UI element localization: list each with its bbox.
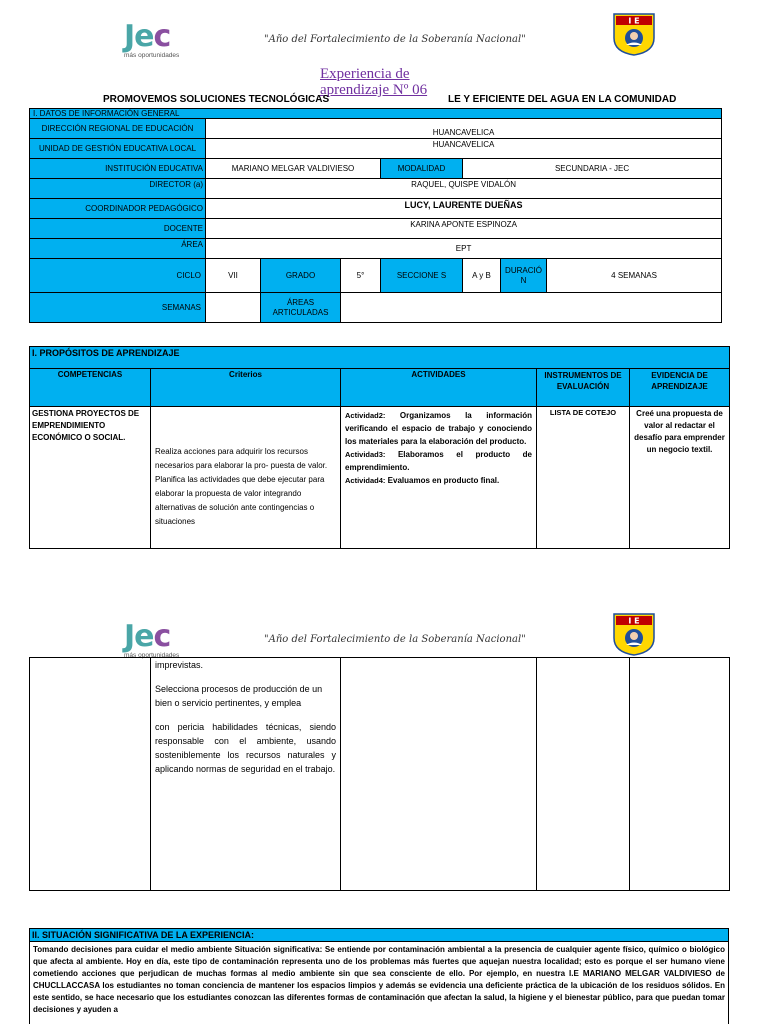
teacher-value: KARINA APONTE ESPINOZA	[206, 219, 722, 239]
logo-subtitle: más oportunidades	[124, 52, 180, 59]
cycle-value: VII	[206, 259, 261, 293]
director-label: DIRECTOR (a)	[30, 179, 206, 199]
project-title-right: LE Y EFICIENTE DEL AGUA EN LA COMUNIDAD	[448, 94, 677, 105]
coordinator-label: COORDINADOR PEDAGÓGICO	[30, 199, 206, 219]
purposes-section-title: I. PROPÓSITOS DE APRENDIZAJE	[30, 347, 730, 369]
evidence-cont-cell	[630, 658, 730, 891]
cycle-label: CICLO	[30, 259, 206, 293]
activity-4-label: Actividad4:	[345, 476, 386, 485]
institution-label: INSTITUCIÓN EDUCATIVA	[30, 159, 206, 179]
coordinator-value: LUCY, LAURENTE DUEÑAS	[206, 199, 722, 219]
purposes-continuation-table	[29, 657, 730, 891]
page-3	[0, 910, 768, 1024]
logo-text-c: c	[153, 19, 171, 54]
activity-3-text: Elaboramos el producto de emprendimiento.	[345, 450, 532, 472]
logo-text-je: Je	[124, 619, 154, 654]
weeks-value	[206, 293, 261, 323]
situation-section-title: II. SITUACIÓN SIGNIFICATIVA DE LA EXPERIENCIA:	[30, 929, 729, 942]
learning-purposes-table	[29, 346, 730, 549]
header-instruments: INSTRUMENTOS DE EVALUACIÓN	[537, 369, 630, 407]
shield-letters: I E	[628, 16, 640, 26]
situation-body: Tomando decisiones para cuidar el medio ambiente Situación significativa: Se entiende por contaminación ambiental a la presencia de cualquier agente físico, químico o biológico que afecta al ambiente. Hoy en día, este tipo de contaminación representa uno de los problemas más fuertes que aquejan nuestra localidad; esto es porque el ser humano viene cometiendo acciones que perjudican de muchas formas al medio ambiente sin que sea consciente de ello. Por ejemplo, en nuestra I.E MARIANO MELGAR VALDIVIESO de CHUCLLACCASA los estudiantes no toman conciencia de mantener los espacios limpios y además se evidencia una deficiente práctica de la ubicación de los residuos sólidos. En este sentido, se hace necesario que los estudiantes conozcan las diferentes formas de contaminación que afectan la salud, la higiene y el bienestar público, para que puedan tomar decisiones y ayuden a	[30, 942, 729, 1024]
project-title-left: PROMOVEMOS SOLUCIONES TECNOLÓGICAS	[103, 94, 330, 105]
articulated-areas-label: ÁREAS ARTICULADAS	[261, 293, 341, 323]
teacher-label: DOCENTE	[30, 219, 206, 239]
experience-title: Experiencia de aprendizaje Nº 06	[320, 66, 428, 98]
articulated-areas-value	[341, 293, 722, 323]
info-section-title: I. DATOS DE INFORMACIÓN GENERAL	[30, 109, 722, 119]
area-value: EPT	[206, 239, 722, 259]
instrument-cell: LISTA DE COTEJO	[537, 407, 630, 549]
shield-letters: I E	[628, 616, 640, 626]
criteria-line-3: con pericia habilidades técnicas, siendo responsable con el ambiente, usando sosteniblemente los recursos naturales y aplicando normas de seguridad en el trabajo.	[155, 722, 336, 774]
director-value: RAQUEL, QUISPE VIDALÓN	[206, 179, 722, 199]
jec-logo	[124, 19, 194, 68]
page-2	[0, 600, 768, 910]
info-label-ugel: UNIDAD DE GESTIÓN EDUCATIVA LOCAL	[30, 139, 206, 159]
weeks-label: SEMANAS	[30, 293, 206, 323]
national-motto: "Año del Fortalecimiento de la Soberanía Nacional"	[264, 34, 526, 45]
info-value-dre: HUANCAVELICA	[206, 119, 722, 139]
evidence-cell: Creé una propuesta de valor al redactar el desafío para emprender un negocio textil.	[630, 407, 730, 549]
header-criteria: Criterios	[151, 369, 341, 407]
criteria-cell: Realiza acciones para adquirir los recursos necesarios para elaborar la pro- puesta de valor. Planifica las actividades que debe ejecutar para elaborar la propuesta de valor integrando alternativas de solución ante contingencias o situaciones	[151, 407, 341, 549]
school-shield-icon	[612, 612, 656, 656]
activity-2-label: Actividad2:	[345, 411, 386, 420]
activities-cont-cell	[341, 658, 537, 891]
logo-subtitle: más oportunidades	[124, 652, 180, 659]
activities-cell	[341, 407, 537, 549]
info-value-ugel: HUANCAVELICA	[206, 139, 722, 159]
modality-label: MODALIDAD	[381, 159, 463, 179]
logo-text-c: c	[153, 619, 171, 654]
national-motto: "Año del Fortalecimiento de la Soberanía Nacional"	[264, 634, 526, 645]
modality-value: SECUNDARIA - JEC	[463, 159, 722, 179]
competence-cell: GESTIONA PROYECTOS DE EMPRENDIMIENTO ECONÓMICO O SOCIAL.	[30, 407, 151, 549]
activity-4-text: Evaluamos en producto final.	[385, 476, 500, 485]
activity-2-text: Organizamos la información verificando el espacio de trabajo y conociendo los materiales para la elaboración del producto.	[345, 411, 532, 446]
project-title	[103, 94, 677, 105]
institution-value: MARIANO MELGAR VALDIVIESO	[206, 159, 381, 179]
area-label: ÁREA	[30, 239, 206, 259]
header-evidence: EVIDENCIA DE APRENDIZAJE	[630, 369, 730, 407]
criteria-line-2: Selecciona procesos de producción de un bien o servicio pertinentes, y emplea	[155, 684, 323, 708]
info-label-dre: DIRECCIÓN REGIONAL DE EDUCACIÓN	[30, 119, 206, 139]
competence-cont-cell	[30, 658, 151, 891]
duration-label: DURACIÓ N	[501, 259, 547, 293]
activity-3-label: Actividad3:	[345, 450, 386, 459]
grade-value: 5°	[341, 259, 381, 293]
duration-value: 4 SEMANAS	[547, 259, 722, 293]
header-competencies: COMPETENCIAS	[30, 369, 151, 407]
instrument-cont-cell	[537, 658, 630, 891]
sections-label: SECCIONE S	[381, 259, 463, 293]
grade-label: GRADO	[261, 259, 341, 293]
criteria-cont-cell	[151, 658, 341, 891]
significant-situation-table	[29, 928, 729, 1024]
logo-text-je: Je	[124, 19, 154, 54]
school-shield-icon	[612, 12, 656, 56]
general-info-table	[29, 108, 722, 323]
header-activities: ACTIVIDADES	[341, 369, 537, 407]
sections-value: A y B	[463, 259, 501, 293]
criteria-line-1: imprevistas.	[155, 660, 204, 670]
